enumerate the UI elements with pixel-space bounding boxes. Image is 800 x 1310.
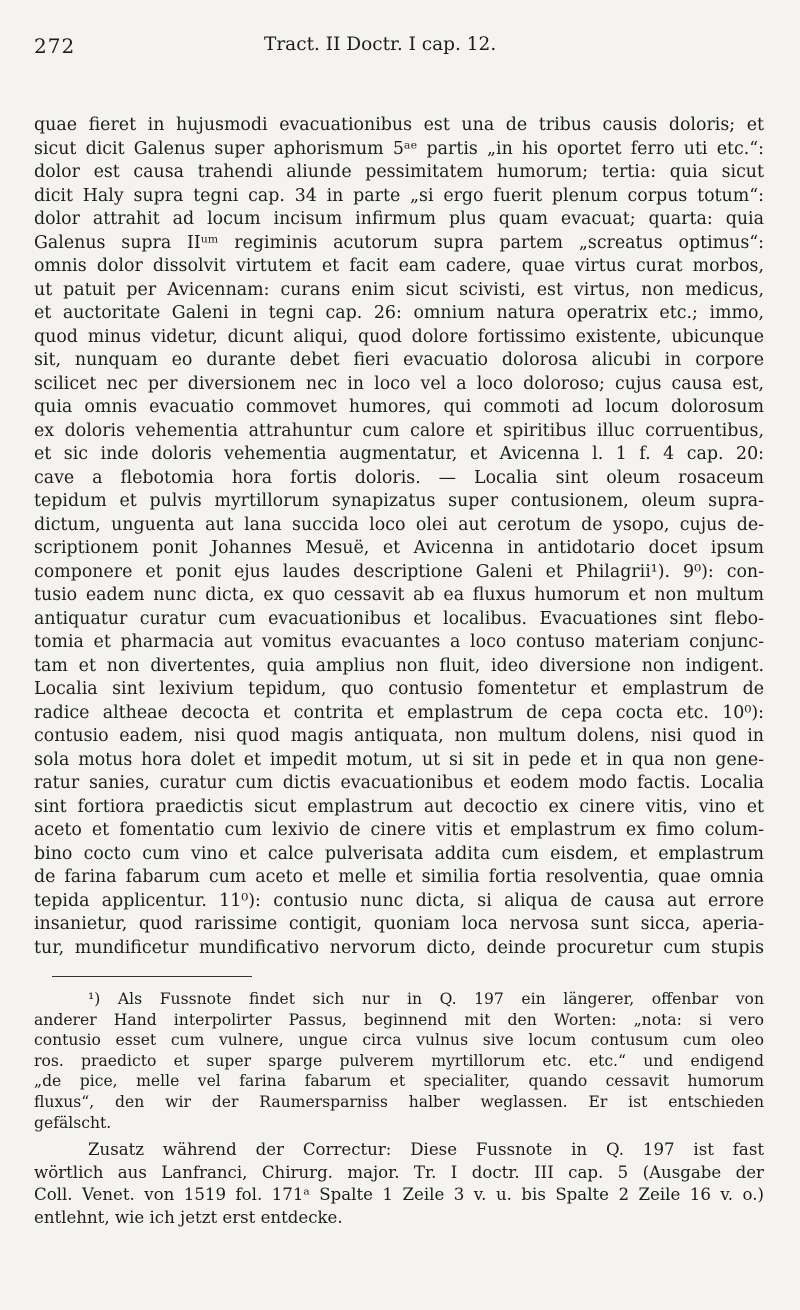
footnote-line: „de pice, melle vel farina fabarum et specialiter, quando cessavit humorum [34, 1072, 764, 1091]
text-line: quae fieret in hujusmodi evacuationibus est una de tribus causis doloris; et [34, 115, 764, 135]
text-line: ex doloris vehementia attrahuntur cum calore et spiritibus illuc corruentibus, [34, 420, 764, 441]
text-line: componere et ponit ejus laudes descriptione Galeni et Philagrii¹). 9⁰): con- [34, 561, 764, 582]
footnote-line: fluxus“, den wir der Raumersparniss halber weglassen. Er ist entschieden [34, 1092, 764, 1111]
footnote [34, 989, 764, 1133]
text-line: omnis dolor dissolvit virtutem et facit eam cadere, quae virtus curat morbos, [34, 256, 764, 276]
text-line: dictum, unguenta aut lana succida loco olei aut cerotum de ysopo, cujus de- [34, 514, 764, 535]
text-line: et sic inde doloris vehementia augmentatur, et Avicenna l. 1 f. 4 cap. 20: [34, 444, 764, 464]
footnote-separator [52, 976, 252, 977]
text-line: tusio eadem nunc dicta, ex quo cessavit ab ea fluxus humorum et non multum [34, 585, 764, 605]
text-line: radice altheae decocta et contrita et emplastrum de cepa cocta etc. 10⁰): [34, 702, 764, 723]
correction-addendum [34, 1139, 764, 1229]
footnote-line: contusio esset cum vulnere, ungue circa vulnus sive locum contusum cum oleo [34, 1031, 764, 1050]
text-line: cave a flebotomia hora fortis doloris. — Localia sint oleum rosaceum [34, 467, 764, 488]
text-line: quia omnis evacuatio commovet humores, qui commoti ad locum dolorosum [34, 397, 764, 417]
footnote-line: ¹) Als Fussnote findet sich nur in Q. 197 ein längerer, offenbar von [88, 990, 764, 1008]
text-line: dicit Haly supra tegni cap. 34 in parte „si ergo fuerit plenum corpus totum“: [34, 185, 764, 206]
footnote-line: ros. praedicto et super sparge pulverem myrtillorum etc. etc.“ und endigend [34, 1051, 764, 1070]
text-line: Galenus supra IIᵘᵐ regiminis acutorum supra partem „screatus optimus“: [34, 232, 764, 253]
text-line: tur, mundificetur mundificativo nervorum dicto, deinde procuretur cum stupis [34, 937, 764, 958]
text-line: quod minus videtur, dicunt aliqui, quod dolore fortissimo existente, ubicunque [34, 326, 764, 347]
page-header [34, 28, 764, 68]
text-line: et auctoritate Galeni in tegni cap. 26: omnium natura operatrix etc.; immo, [34, 303, 764, 323]
text-line: antiquatur curatur cum evacuationibus et localibus. Evacuationes sint flebo- [34, 608, 764, 629]
footnote-line: gefälscht. [34, 1113, 112, 1132]
text-line: aceto et fomentatio cum lexivio de cinere vitis et emplastrum ex fimo colum- [34, 820, 764, 840]
text-line: sint fortiora praedictis sicut emplastrum aut decoctio ex cinere vitis, vino et [34, 796, 764, 817]
addendum-line: Coll. Venet. von 1519 fol. 171ᵃ Spalte 1 Zeile 3 v. u. bis Spalte 2 Zeile 16 v. o.) [34, 1185, 764, 1205]
text-line: dolor est causa trahendi aliunde pessimitatem humorum; tertia: quia sicut [34, 162, 764, 182]
text-line: tam et non divertentes, quia amplius non fluit, ideo diversione non indigent. [34, 655, 764, 676]
footnote-line: anderer Hand interpolirter Passus, beginnend mit den Worten: „nota: si vero [34, 1010, 764, 1029]
page-number: 272 [34, 34, 76, 58]
text-line: de farina fabarum cum aceto et melle et similia fortia resolventia, quae omnia [34, 867, 764, 887]
text-line: sola motus hora dolet et impedit motum, ut si sit in pede et in qua non gene- [34, 749, 764, 770]
text-line: insanietur, quod rarissime contigit, quoniam loca nervosa sunt sicca, aperia- [34, 914, 764, 934]
text-line: tomia et pharmacia aut vomitus evacuantes a loco contuso materiam conjunc- [34, 632, 764, 652]
text-line: sit, nunquam eo durante debet fieri evacuatio dolorosa alicubi in corpore [34, 350, 764, 370]
text-line: contusio eadem, nisi quod magis antiquata, non multum dolens, nisi quod in [34, 726, 764, 746]
main-text [34, 114, 764, 960]
text-line: tepidum et pulvis myrtillorum synapizatus super contusionem, oleum supra- [34, 491, 764, 511]
text-line: ratur sanies, curatur cum dictis evacuationibus et eodem modo factis. Localia [34, 773, 764, 793]
addendum-line: wörtlich aus Lanfranci, Chirurg. major. Tr. I doctr. III cap. 5 (Ausgabe der [34, 1162, 764, 1182]
running-title: Tract. II Doctr. I cap. 12. [264, 34, 497, 55]
text-line: scilicet nec per diversionem nec in loco vel a loco doloroso; cujus causa est, [34, 373, 764, 394]
text-line: ut patuit per Avicennam: curans enim sicut scivisti, est virtus, non medicus, [34, 279, 764, 300]
text-line: dolor attrahit ad locum incisum infirmum plus quam evacuat; quarta: quia [34, 209, 764, 229]
text-line: tepida applicentur. 11⁰): contusio nunc dicta, si aliqua de causa aut errore [34, 890, 764, 911]
text-line: Localia sint lexivium tepidum, quo contusio fomentetur et emplastrum de [34, 679, 764, 699]
addendum-line: Zusatz während der Correctur: Diese Fussnote in Q. 197 ist fast [88, 1140, 764, 1160]
text-line: scriptionem ponit Johannes Mesuë, et Avicenna in antidotario docet ipsum [34, 538, 764, 558]
text-line: sicut dicit Galenus super aphorismum 5ᵃᵉ partis „in his oportet ferro uti etc.“: [34, 138, 764, 159]
text-line: bino cocto cum vino et calce pulverisata addita cum eisdem, et emplastrum [34, 843, 764, 864]
addendum-line: entlehnt, wie ich jetzt erst entdecke. [34, 1207, 343, 1227]
